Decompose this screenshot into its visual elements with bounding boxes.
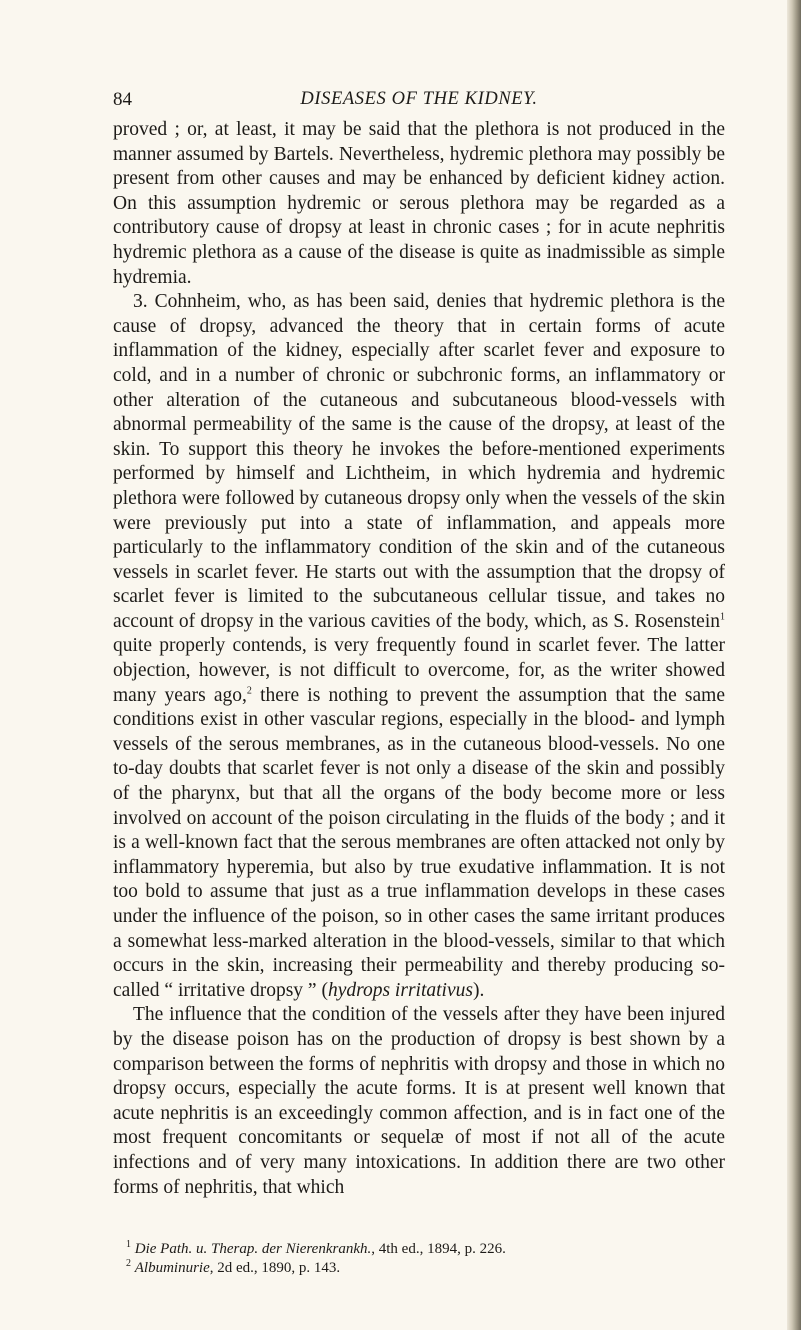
paragraph-vessel-influence: The influence that the condition of the vessels after they have been injured by the disease poison has on the production of dropsy is best shown by a comparison between the forms of nephritis with dropsy and those in which no dropsy occurs, especially the acute forms. It is at present well known that acute nephritis is an exceedingly common affection, and is in fact one of the most frequent concomitants or sequelæ of most if not all of the acute infections and of very many intoxications. In addition there are two other forms of nephritis, that which [113,1004,725,1198]
footnote-title: Albuminurie [134,1260,210,1276]
paragraph-text: 3. Cohnheim, who, as has been said, denies that hydremic plethora is the cause of dropsy, advanced the theory that in certain forms of acute inflammation of the kidney, especially after scarlet fever and exposure to cold, and in a number of chronic or subchronic forms, an inflammatory or other alteration of the cutaneous and subcutaneous blood-vessels with abnormal permeability of the same is the cause of the dropsy, at least of the skin. To support this theory he invokes the before-mentioned experiments performed by himself and Lichtheim, in which hydremia and hydremic plethora were followed by cutaneous dropsy only when the vessels of the skin were previously put into a state of inflammation, and appeals more particularly to the inflammatory condition of the skin and of the cutaneous vessels in scarlet fever. He starts out with the assumption that the dropsy of scarlet fever is limited to the subcutaneous cellular tissue, and takes no account of dropsy in the various cavities of the body, which, as S. Rosenstein [113,291,725,632]
paragraph-text: quite properly contends, is very frequently found in scarlet fever. The latter objection, however, is not difficult to overcome, for, as the writer showed many years ago, [113,635,725,706]
footnote-title: Die Path. u. Therap. der Nierenkrankh. [134,1241,372,1257]
footnote-details: , 4th ed., 1894, p. 226. [371,1241,506,1257]
page-edge-shadow [787,0,801,1330]
footnote-1 [126,1240,726,1259]
footnote-ref-2: 2 [246,685,252,697]
body-text [113,118,725,1200]
italic-term: hydrops irritativus [327,979,473,1001]
footnote-2 [126,1259,726,1278]
paragraph-text: there is nothing to prevent the assumption that the same conditions exist in other vascular regions, especially in the blood- and lymph vessels of the serous membranes, as in the cutaneous blood-vessels. No one to-day doubts that scarlet fever is not only a disease of the skin and possibly of the pharynx, but that all the organs of the body become more or less involved on account of the poison circulating in the fluids of the body ; and it is a well-known fact that the serous membranes are often attacked not only by inflammatory hyperemia, but also by true exudative inflammation. It is not too bold to assume that just as a true inflammation develops in these cases under the influence of the poison, so in other cases the same irritant produces a somewhat less-marked alteration in the blood-vessels, similar to that which occurs in the skin, increasing their permeability and thereby producing so-called “ irritative dropsy ” ( [113,684,725,1001]
footnote-ref-1: 1 [720,611,725,623]
page-header [113,89,725,113]
page-number: 84 [113,89,132,110]
footnote-marker: 2 [126,1258,131,1269]
footnotes [126,1240,726,1278]
footnote-marker: 1 [126,1239,131,1250]
footnote-details: , 2d ed., 1890, p. 143. [209,1260,341,1276]
paragraph-cohnheim-theory [113,290,725,1003]
running-title: DISEASES OF THE KIDNEY. [300,89,538,109]
paragraph-continued: proved ; or, at least, it may be said that the plethora is not produced in the manner assumed by Bartels. Nevertheless, hydremic plethora may possibly be present from other causes and may be enhanced by deficient kidney action. On this assumption hydremic or serous plethora may be regarded as a contributory cause of dropsy at least in chronic cases ; for in acute nephritis hydremic plethora as a cause of the disease is quite as inadmissible as simple hydremia. [113,119,725,288]
paragraph-text: ). [472,979,485,1001]
